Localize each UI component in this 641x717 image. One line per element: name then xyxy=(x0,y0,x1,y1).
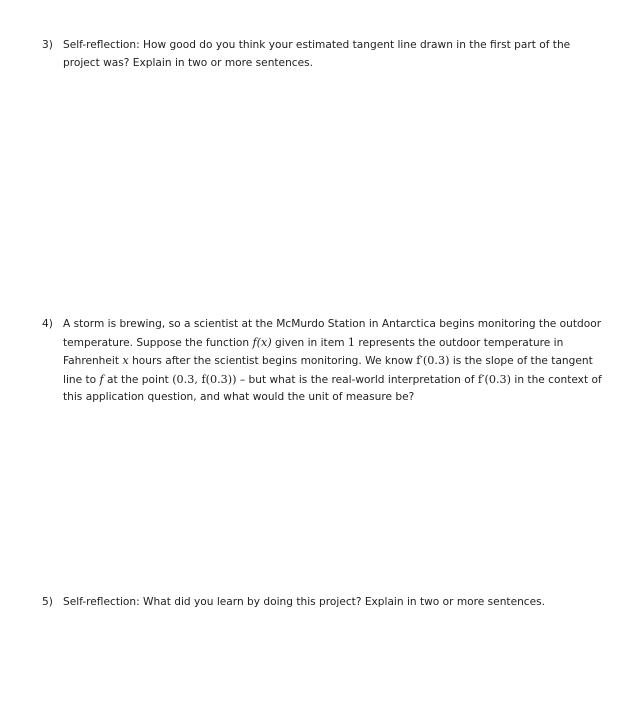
q4-text-part-7: – but what is the real-world interpretation of xyxy=(236,373,478,386)
q4-math-point: (0.3, f(0.3)) xyxy=(172,372,237,386)
q4-math-fprime-2: f′(0.3) xyxy=(477,372,512,386)
q4-text-part-2: given in item xyxy=(271,336,348,349)
question-4-number: 4) xyxy=(42,318,53,330)
question-5-text: Self-reflection: What did you learn by doing this project? Explain in two or more sentences. xyxy=(63,596,546,608)
q4-text-part-1: A storm is brewing, so a scientist at the McMurdo Station in Antarctica begins monitoring the outdoor temperature. Suppose the function xyxy=(63,318,602,349)
q4-math-fprime-1: f′(0.3) xyxy=(416,354,450,367)
q4-math-f: f xyxy=(99,372,104,386)
q4-text-part-6: at the point xyxy=(103,373,173,386)
question-5-number: 5) xyxy=(42,596,53,608)
question-5 xyxy=(42,594,602,612)
q4-text-part-3: represents the outdoor temperature in Fahrenheit xyxy=(63,336,564,367)
q4-math-fx: f(x) xyxy=(252,335,272,349)
question-4 xyxy=(42,316,602,407)
q4-text-part-8: in the context of this application question, and what would the unit of measure be? xyxy=(63,373,602,403)
question-3-number: 3) xyxy=(42,39,53,51)
q4-text-part-4: hours after the scientist begins monitoring. We know xyxy=(128,355,417,367)
question-3 xyxy=(42,37,602,72)
q4-text-part-5: is the slope of the tangent line to xyxy=(63,355,593,386)
question-3-text: Self-reflection: How good do you think your estimated tangent line drawn in the first part of the project was? Explain in two or more sentences. xyxy=(63,39,571,69)
q4-math-item-number: 1 xyxy=(347,335,356,349)
q4-math-x: x xyxy=(122,354,129,367)
question-4-text xyxy=(63,316,602,407)
